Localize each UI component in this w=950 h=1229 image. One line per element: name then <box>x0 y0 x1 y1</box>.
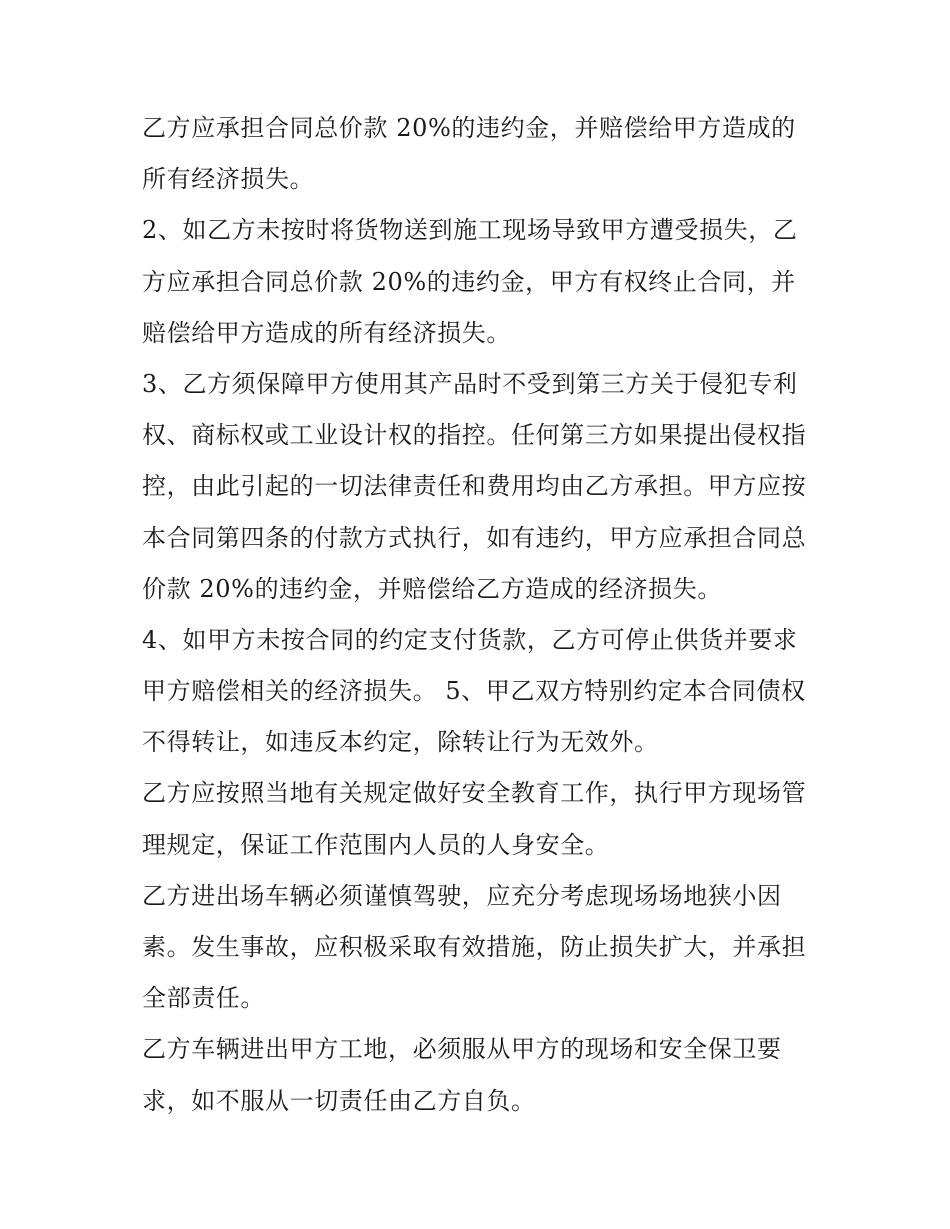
text-line: 乙方车辆进出甲方工地，必须服从甲方的现场和安全保卫要 <box>142 1035 782 1064</box>
text-line: 求，如不服从一切责任由乙方自负。 <box>142 1086 536 1115</box>
text-line: 价款 20%的违约金，并赔偿给乙方造成的经济损失。 <box>142 574 722 603</box>
text-line: 2、如乙方未按时将货物送到施工现场导致甲方遭受损失，乙 <box>142 216 798 245</box>
text-line: 素。发生事故，应积极采取有效措施，防止损失扩大，并承担 <box>142 933 807 961</box>
document-body <box>142 103 822 1127</box>
text-line: 所有经济损失。 <box>142 165 315 194</box>
text-line: 乙方进出场车辆必须谨慎驾驶，应充分考虑现场场地狭小因 <box>142 881 782 910</box>
text-line: 赔偿给甲方造成的所有经济损失。 <box>142 318 511 347</box>
text-line: 理规定，保证工作范围内人员的人身安全。 <box>142 830 610 859</box>
text-line: 3、乙方须保障甲方使用其产品时不受到第三方关于侵犯专利 <box>142 369 798 398</box>
text-line: 乙方应承担合同总价款 20%的违约金，并赔偿给甲方造成的 <box>142 114 796 142</box>
text-line: 本合同第四条的付款方式执行，如有违约，甲方应承担合同总 <box>142 523 807 552</box>
text-line: 不得转让，如违反本约定，除转让行为无效外。 <box>142 728 659 757</box>
text-line: 控，由此引起的一切法律责任和费用均由乙方承担。甲方应按 <box>142 472 807 501</box>
text-line: 4、如甲方未按合同的约定支付货款，乙方可停止供货并要求 <box>142 625 798 654</box>
text-line: 方应承担合同总价款 20%的违约金，甲方有权终止合同，并 <box>142 267 796 296</box>
text-line: 全部责任。 <box>142 984 265 1013</box>
text-line: 甲方赔偿相关的经济损失。 5、甲乙双方特别约定本合同债权 <box>142 677 806 706</box>
text-line: 乙方应按照当地有关规定做好安全教育工作，执行甲方现场管 <box>142 779 807 808</box>
text-line: 权、商标权或工业设计权的指控。任何第三方如果提出侵权指 <box>142 421 807 450</box>
